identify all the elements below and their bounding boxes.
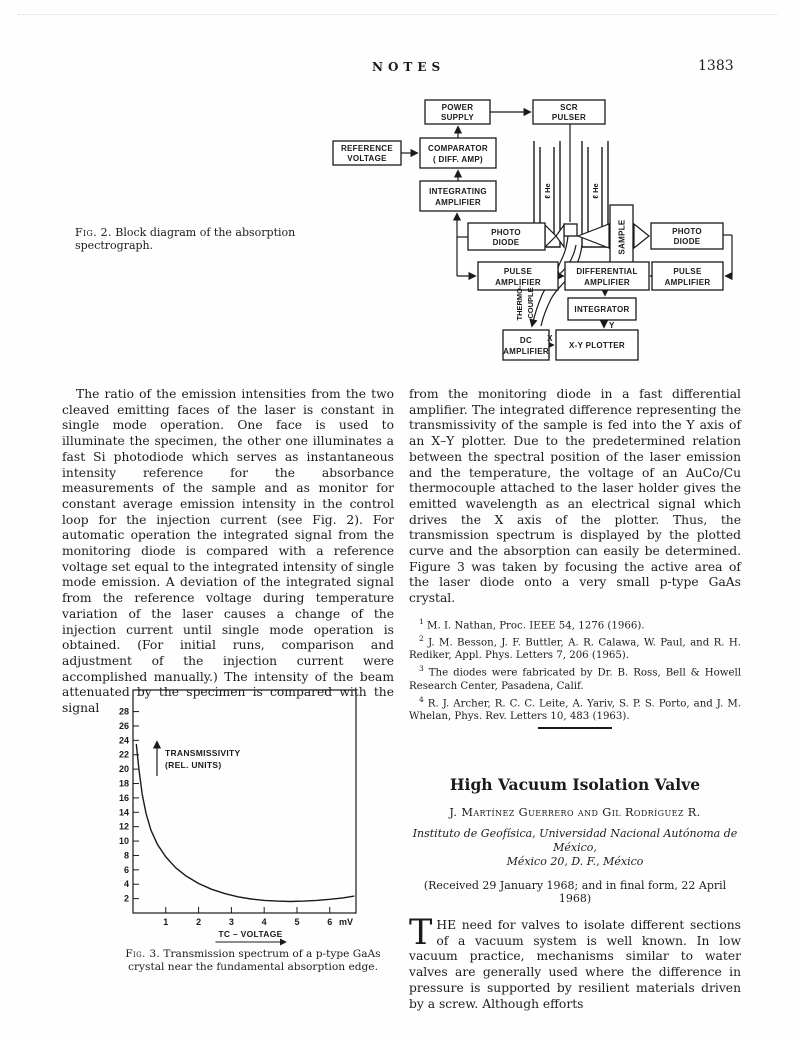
liquid-helium-label-left: ℓ He [543,183,552,199]
box-label: DIODE [673,237,701,246]
y-axis-label-line1: TRANSMISSIVITY [165,748,241,758]
footnote [409,633,741,663]
figure3-caption-line2: crystal near the fundamental absorption edge. [128,961,378,973]
box-photo-diode-right [651,223,723,249]
box-xy-plotter [556,330,638,360]
body-paragraph-right: from the monitoring diode in a fast differential amplifier. The integrated difference representing the transmissivity of the sample is fed into the Y axis of an X–Y plotter. Due to the predetermined relation between the spectral position of the laser emission and the temperature, the voltage of an AuCo/Cu thermocouple attached to the laser holder gives the emitted wavelength as an electrical signal which drives the X axis of the plotter. Thus, the transmission spectrum is displayed by the plotted curve and the absorption can easily be determined. Figure 3 was taken by focusing the active area of the laser diode onto a very small p-type GaAs crystal. [409,387,741,606]
figure2-caption-label: Fig. 2. [75,226,112,239]
article-authors: J. Martínez Guerrero and Gil Rodríguez R. [449,806,701,819]
box-label: PULSER [551,113,587,122]
footnote-text: The diodes were fabricated by Dr. B. Ross, Bell & Howell Research Center, Pasadena, Calif. [409,667,741,692]
footnote-number: 4 [419,694,424,704]
y-tick-label: 16 [118,792,129,803]
box-integrator [568,298,636,320]
liquid-helium-label-right: ℓ He [591,183,600,199]
page-number: 1383 [698,58,734,74]
affiliation-line2: México 20, D. F., México [506,855,644,868]
y-tick-label: 24 [118,735,129,746]
footnote-number: 1 [419,616,424,626]
y-tick-label: 12 [118,821,129,832]
y-tick-label: 8 [123,850,129,861]
y-tick-label: 28 [118,706,129,717]
box-label: SAMPLE [617,219,627,255]
box-label: PULSE [503,267,533,276]
plot-frame [133,690,356,913]
box-pulse-amplifier-right [652,262,723,290]
box-label: REFERENCE [340,144,394,153]
box-label: VOLTAGE [347,154,387,163]
box-label: AMPLIFIER [503,347,549,356]
article-first-paragraph [409,913,741,1012]
y-tick-label: 26 [118,720,129,731]
x-tick-label: 4 [261,917,267,927]
box-label: SUPPLY [440,113,475,122]
figure2-caption-text: Block diagram of the absorption spectrograph. [75,226,296,252]
box-integrating-amplifier [420,181,496,211]
x-tick-label: 5 [294,917,300,927]
article-received-dates: (Received 29 January 1968; and in final form, 22 April 1968) [423,879,727,905]
footnote [409,663,741,693]
y-tick-label: 10 [118,836,129,847]
box-label: AMPLIFIER [435,198,481,207]
x-tick-label: 2 [196,917,202,927]
journal-section-title: NOTES [372,60,446,74]
y-tick-label: 6 [123,864,129,875]
figure3-caption-line1: Transmission spectrum of a p-type GaAs [163,948,381,960]
article-paragraph-text: HE need for valves to isolate different sections of a vacuum system is well known. In low vacuum practice, mechanisms similar to water valves are generally used where the difference in pressure is supported by resilient materials driven by a screw. Although efforts [409,918,741,1011]
footnote-text: M. I. Nathan, Proc. IEEE 54, 1276 (1966). [427,620,645,632]
y-tick-label: 20 [118,764,129,775]
footnote-text: J. M. Besson, J. F. Buttler, A. R. Calawa, W. Paul, and R. H. Rediker, Appl. Phys. Letters 7, 206 (1965). [409,637,741,662]
body-paragraph-left: The ratio of the emission intensities from the two cleaved emitting faces of the laser is constant in single mode operation. One face is used to illuminate the specimen, the other one illuminates a fast Si photodiode which serves as instantaneous intensity reference for the absorbance measurements of the sample and as monitor for constant average emission intensity in the control loop for the injection current (see Fig. 2). For automatic operation the integrated signal from the monitoring diode is compared with a reference voltage set equal to the integrated intensity of single mode emission. A deviation of the integrated signal from the reference voltage during temperature variation of the laser causes a change of the injection current until single mode operation is obtained. (For initial runs, comparison and adjustment of the injection current were accomplished manually.) The intensity of the beam attenuated by the specimen is compared with the signal [62,387,394,716]
article-title: High Vacuum Isolation Valve [449,775,701,794]
box-photo-diode-left [468,223,545,250]
x-tick-label: 3 [228,917,234,927]
box-label: DC [519,336,533,345]
footnote [409,616,741,633]
box-label: INTEGRATING [429,187,487,196]
x-unit-label: mV [338,917,354,927]
y-axis-label-line2: (REL. UNITS) [165,760,222,770]
body-column-left [62,387,394,717]
thermocouple-label-line1: THERMO- [515,285,524,321]
y-tick-label: 18 [118,778,129,789]
body-column-right [409,387,741,724]
article-separator-rule [538,727,612,729]
affiliation-line1: Instituto de Geofísica, Universidad Nacional Autónoma de México, [412,827,738,854]
y-tick-label: 22 [118,749,129,760]
box-label: ( DIFF. AMP) [433,155,483,164]
box-reference-voltage [333,141,401,165]
box-label: PHOTO [672,227,702,236]
y-tick-label: 2 [123,893,129,904]
box-label: SCR [560,103,578,112]
y-axis-signal-label: Y [609,321,615,330]
box-label: AMPLIFIER [495,278,541,287]
box-label: POWER [441,103,474,112]
footnote-number: 3 [419,664,424,674]
y-tick-label: 4 [123,879,129,890]
box-label: PULSE [673,267,702,276]
box-label: INTEGRATOR [574,305,630,314]
article-high-vacuum-isolation-valve [409,715,741,1012]
x-tick-label: 6 [327,917,333,927]
box-power-supply [425,100,490,124]
footnote-number: 2 [419,634,424,644]
figure3-caption [112,948,394,974]
box-label: AMPLIFIER [584,278,630,287]
dropcap-letter: T [409,913,433,953]
box-sample [610,205,633,269]
box-label: AMPLIFIER [664,278,711,287]
box-label: DIFFERENTIAL [576,267,638,276]
figure3-caption-label: Fig. 3. [125,948,161,960]
figure3-transmission-chart [108,680,378,946]
x-axis-label: TC – VOLTAGE [218,929,283,939]
footnote-text: R. J. Archer, R. C. C. Leite, A. Yariv, S. P. S. Porto, and J. M. Whelan, Phys. Rev. Letters 10, 483 (1963). [409,697,741,722]
box-label: DIODE [492,238,520,247]
laser-diode [564,224,577,236]
y-tick-label: 14 [118,807,129,818]
box-dc-amplifier [503,330,549,360]
box-scr-pulser [533,100,605,124]
box-label: COMPARATOR [428,144,488,153]
thermocouple-label-line2: COUPLE [526,287,535,319]
article-affiliation [409,827,741,869]
x-axis-signal-label: X [547,334,553,343]
footnotes-block [409,616,741,724]
box-comparator [420,138,496,168]
box-label: X-Y PLOTTER [568,341,626,350]
box-differential-amplifier [565,262,649,290]
figure2-block-diagram [328,95,748,365]
x-tick-label: 1 [163,917,169,927]
scan-artifact-line [18,14,778,15]
box-label: PHOTO [491,228,521,237]
